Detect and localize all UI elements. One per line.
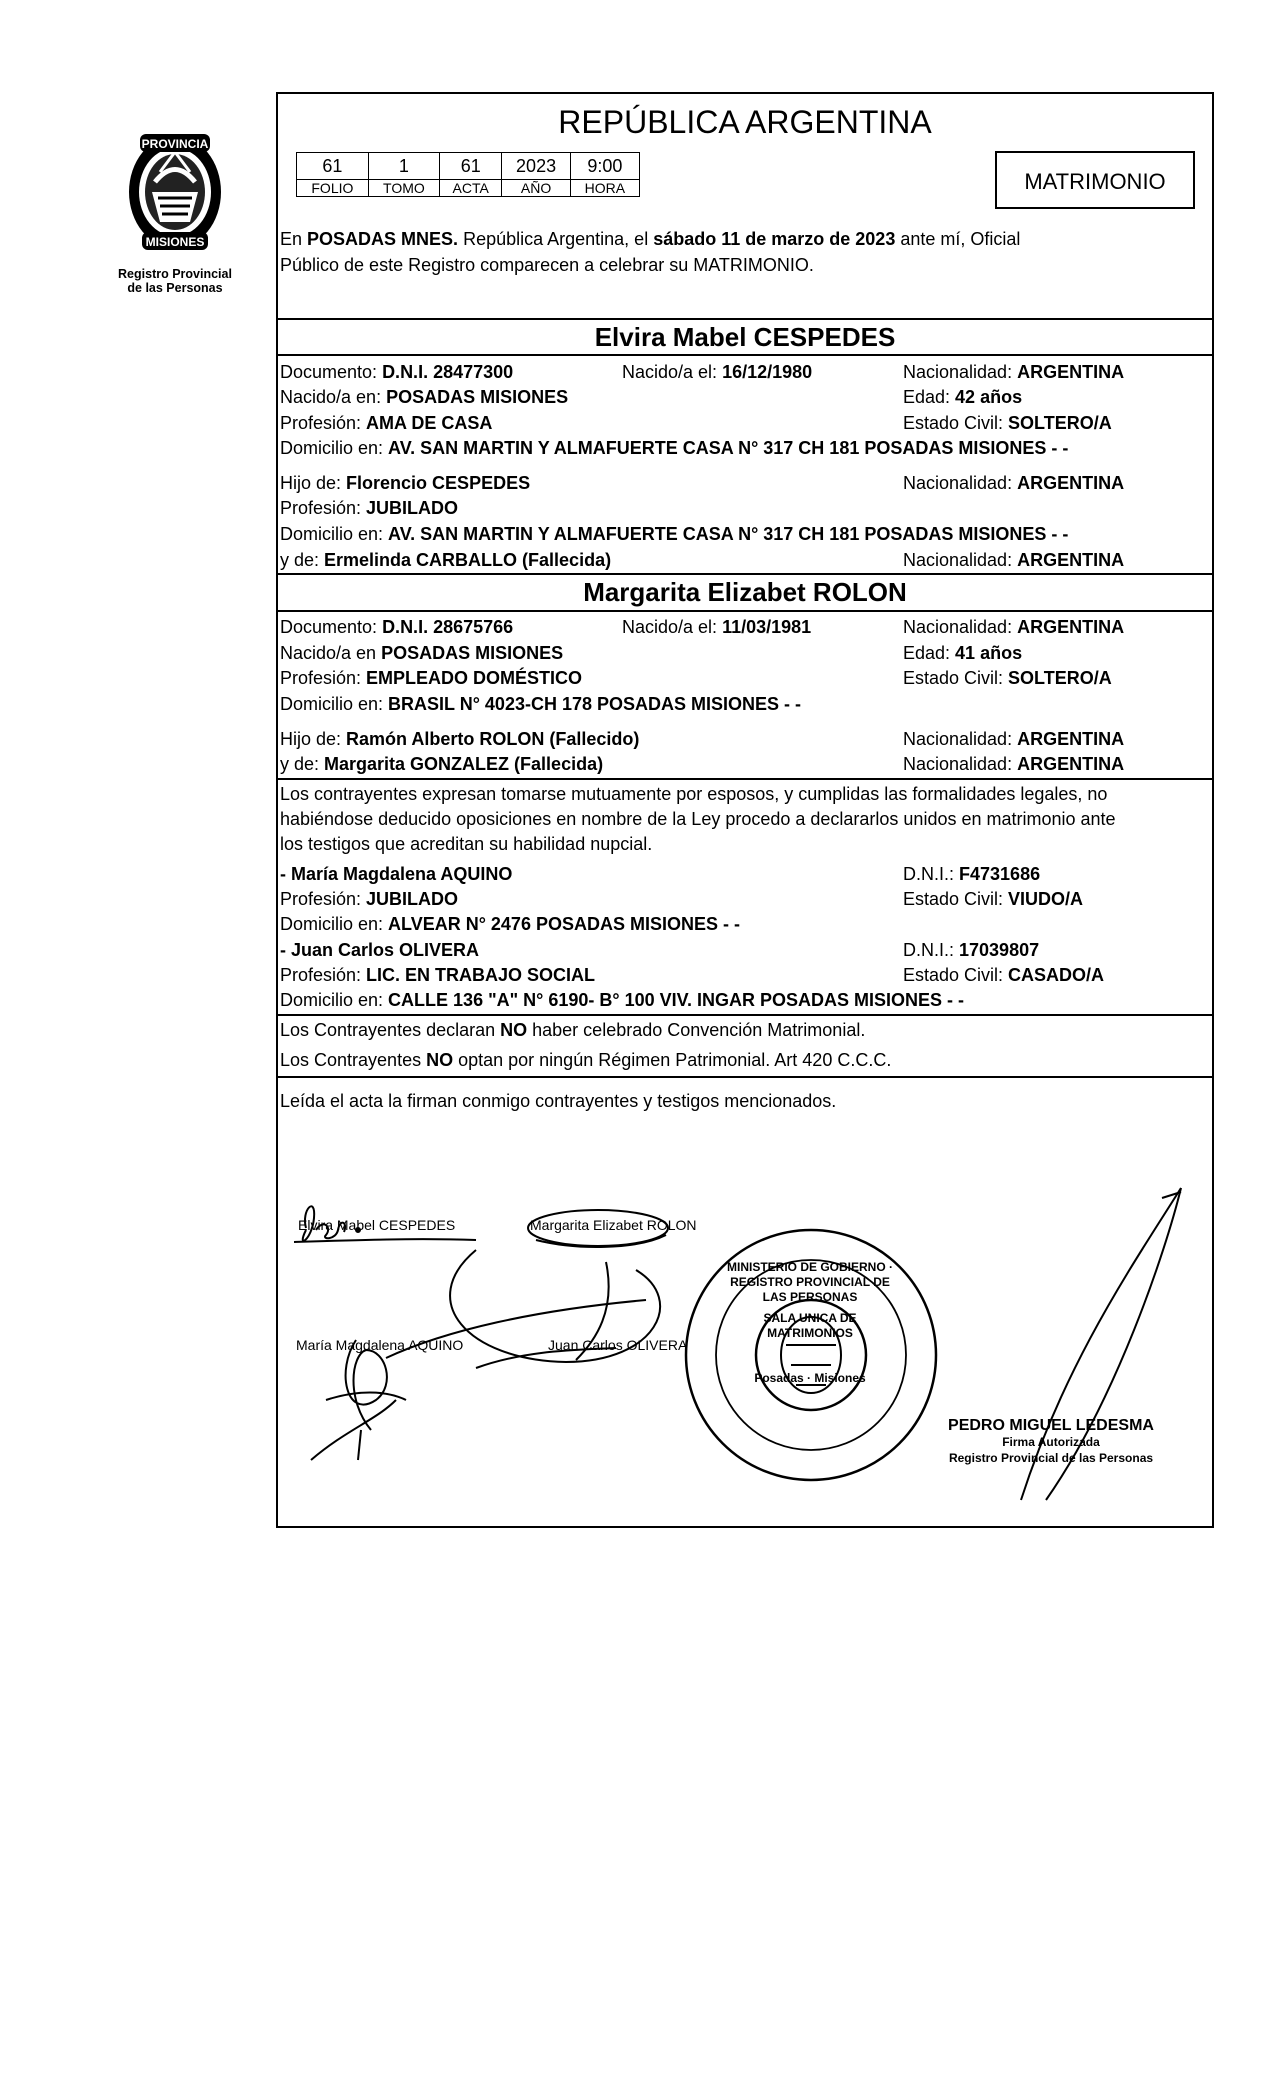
divider	[276, 1014, 1214, 1016]
witness2-profession: Profesión: LIC. EN TRABAJO SOCIAL	[280, 965, 596, 985]
page-title: REPÚBLICA ARGENTINA	[558, 104, 932, 140]
ano-label: AÑO	[502, 180, 570, 197]
regime-line2: Los Contrayentes NO optan por ningún Régimen Patrimonial. Art 420 C.C.C.	[280, 1050, 892, 1070]
hora-value: 9:00	[570, 153, 639, 180]
intro-line2: Público de este Registro comparecen a celebrar su MATRIMONIO.	[280, 255, 814, 275]
act-type-box: MATRIMONIO	[995, 151, 1195, 209]
seal-inner-text: SALA UNICA DE MATRIMONIOS	[763, 1311, 857, 1340]
spouse1-father-profession: Profesión: JUBILADO	[280, 498, 459, 518]
divider	[276, 610, 1214, 612]
spouse2-birth-place: Nacido/a en POSADAS MISIONES	[280, 643, 564, 663]
witness2-name: - Juan Carlos OLIVERA	[280, 940, 480, 960]
spouse1-father-nationality: Nacionalidad: ARGENTINA	[903, 473, 1125, 493]
acta-value: 61	[440, 153, 502, 180]
witness1-dni: D.N.I.: F4731686	[903, 864, 1041, 884]
seal-city-text: Posadas · Misiones	[754, 1371, 866, 1385]
spouse2-mother-nationality: Nacionalidad: ARGENTINA	[903, 754, 1125, 774]
folio-label: FOLIO	[297, 180, 369, 197]
spouse2-father-nationality: Nacionalidad: ARGENTINA	[903, 729, 1125, 749]
register-table	[296, 152, 640, 197]
signature-1-label: Elvira Mabel CESPEDES	[298, 1217, 456, 1233]
signature-4-label: Juan Carlos OLIVERA	[548, 1337, 688, 1353]
witness2-dni: D.N.I.: 17039807	[903, 940, 1040, 960]
tomo-label: TOMO	[368, 180, 439, 197]
witness2-civil-status: Estado Civil: CASADO/A	[903, 965, 1105, 985]
official-block	[928, 1418, 1174, 1466]
seal-outer-text: MINISTERIO DE GOBIERNO · REGISTRO PROVINCIAL DE LAS PERSONAS	[726, 1260, 893, 1304]
witness2-address: Domicilio en: CALLE 136 "A" N° 6190- B° 100 VIV. INGAR POSADAS MISIONES - -	[280, 990, 964, 1010]
spouse1-mother: y de: Ermelinda CARBALLO (Fallecida)	[280, 550, 612, 570]
hora-label: HORA	[570, 180, 639, 197]
spouse1-mother-nationality: Nacionalidad: ARGENTINA	[903, 550, 1125, 570]
registry-logo	[100, 112, 250, 295]
spouse1-father-address: Domicilio en: AV. SAN MARTIN Y ALMAFUERTE CASA N° 317 CH 181 POSADAS MISIONES - -	[280, 524, 1069, 544]
divider	[276, 573, 1214, 575]
divider	[276, 318, 1214, 320]
intro-text	[280, 226, 1210, 278]
closing-text: Leída el acta la firman conmigo contrayentes y testigos mencionados.	[280, 1091, 837, 1111]
intro-line1: En POSADAS MNES. República Argentina, el sábado 11 de marzo de 2023 ante mí, Oficial	[280, 229, 1021, 249]
spouse1-name: Elvira Mabel CESPEDES	[594, 322, 896, 352]
spouse1-document: Documento: D.N.I. 28477300	[280, 362, 514, 382]
spouse2-profession: Profesión: EMPLEADO DOMÉSTICO	[280, 668, 583, 688]
divider	[276, 778, 1214, 780]
declaration-line1: Los contrayentes expresan tomarse mutuamente por esposos, y cumplidas las formalidades legales, no	[280, 784, 1108, 804]
signature-3-icon	[311, 1340, 406, 1460]
regime-line1: Los Contrayentes declaran NO haber celebrado Convención Matrimonial.	[280, 1020, 866, 1040]
spouse2-birth-date: Nacido/a el: 11/03/1981	[622, 617, 812, 637]
logo-caption-line1: Registro Provincial	[118, 267, 232, 281]
spouse2-document: Documento: D.N.I. 28675766	[280, 617, 514, 637]
witness1-civil-status: Estado Civil: VIUDO/A	[903, 889, 1084, 909]
divider	[276, 354, 1214, 356]
declaration-line2: habiéndose deducido oposiciones en nombre de la Ley procedo a declararlos unidos en matrimonio ante	[280, 809, 1116, 829]
official-org: Registro Provincial de las Personas	[948, 1451, 1154, 1465]
spouse1-nationality: Nacionalidad: ARGENTINA	[903, 362, 1125, 382]
official-name: PEDRO MIGUEL LEDESMA	[948, 1417, 1154, 1434]
official-role: Firma Autorizada	[1002, 1435, 1100, 1449]
logo-caption-line2: de las Personas	[127, 281, 223, 295]
spouse1-age: Edad: 42 años	[903, 387, 1023, 407]
witness1-profession: Profesión: JUBILADO	[280, 889, 459, 909]
spouse2-mother: y de: Margarita GONZALEZ (Fallecida)	[280, 754, 604, 774]
logo-caption	[100, 267, 250, 295]
spouse1-civil-status: Estado Civil: SOLTERO/A	[903, 413, 1112, 433]
folio-value: 61	[297, 153, 369, 180]
provincial-emblem-icon	[100, 112, 250, 262]
spouse2-civil-status: Estado Civil: SOLTERO/A	[903, 668, 1112, 688]
spouse2-name: Margarita Elizabet ROLON	[583, 577, 907, 607]
svg-text:MISIONES: MISIONES	[145, 235, 205, 249]
svg-text:PROVINCIA: PROVINCIA	[141, 137, 209, 151]
spouse1-address: Domicilio en: AV. SAN MARTIN Y ALMAFUERTE CASA N° 317 CH 181 POSADAS MISIONES - -	[280, 438, 1069, 458]
spouse2-father: Hijo de: Ramón Alberto ROLON (Fallecido)	[280, 729, 640, 749]
spouse2-nationality: Nacionalidad: ARGENTINA	[903, 617, 1125, 637]
witness1-name: - María Magdalena AQUINO	[280, 864, 513, 884]
seal-text	[720, 1260, 900, 1386]
spouse2-address: Domicilio en: BRASIL N° 4023-CH 178 POSADAS MISIONES - -	[280, 694, 802, 714]
spouse1-birth-place: Nacido/a en: POSADAS MISIONES	[280, 387, 569, 407]
spouse2-age: Edad: 41 años	[903, 643, 1023, 663]
declaration-line3: los testigos que acreditan su habilidad nupcial.	[280, 834, 653, 854]
ano-value: 2023	[502, 153, 570, 180]
signature-2-label: Margarita Elizabet ROLON	[530, 1217, 697, 1233]
spouse1-father: Hijo de: Florencio CESPEDES	[280, 473, 531, 493]
declaration-text	[280, 782, 1210, 857]
divider	[276, 1076, 1214, 1078]
acta-label: ACTA	[440, 180, 502, 197]
tomo-value: 1	[368, 153, 439, 180]
witness1-address: Domicilio en: ALVEAR N° 2476 POSADAS MISIONES - -	[280, 914, 740, 934]
signature-3-label: María Magdalena AQUINO	[296, 1337, 464, 1353]
spouse1-birth-date: Nacido/a el: 16/12/1980	[622, 362, 813, 382]
spouse1-profession: Profesión: AMA DE CASA	[280, 413, 493, 433]
